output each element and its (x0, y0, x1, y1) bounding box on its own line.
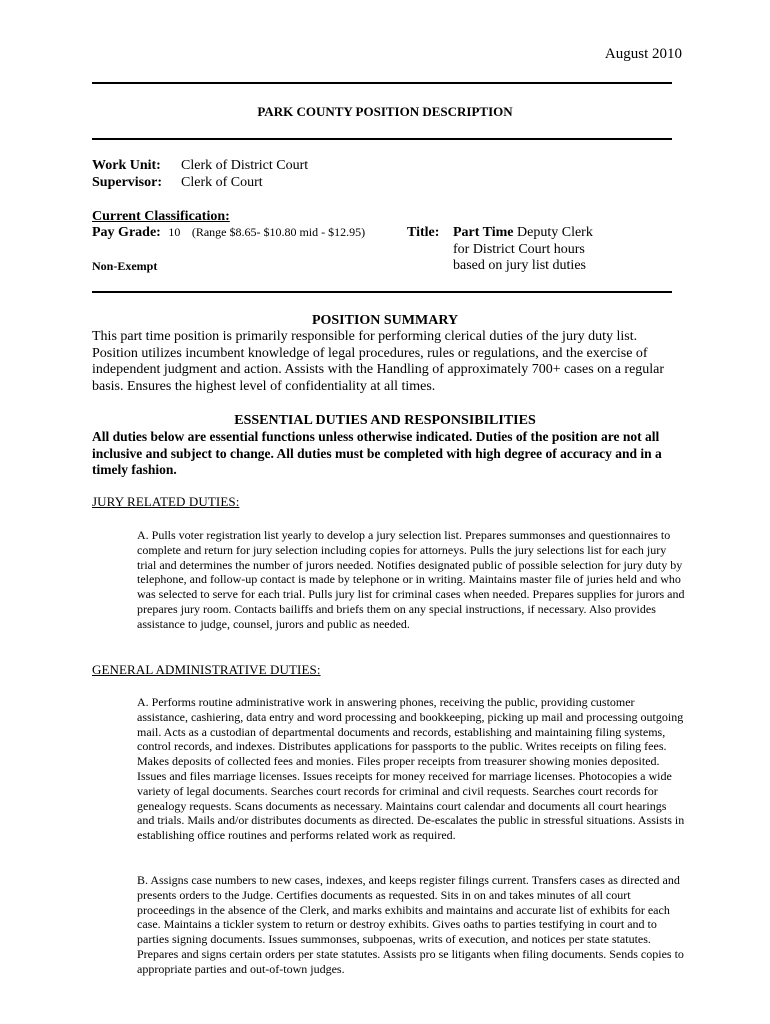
position-summary-text: This part time position is primarily responsible for performing clerical duties of the jury duty list. Position utilizes incumbent knowledge of legal procedures, rules or regulations, and the exercise of independent judgment and action. Assists with the Handling of approximately 700+ cases on a regular basis. Ensures the highest level of confidentiality at all times. (92, 329, 665, 394)
classification-divider (92, 291, 672, 293)
position-title-line1 (453, 225, 593, 241)
position-title-emphasis: Part Time (453, 225, 514, 240)
position-summary-heading: POSITION SUMMARY (311, 313, 459, 328)
essential-duties-intro: All duties below are essential functions unless otherwise indicated. Duties of the position are not all inclusive and subject to change. All duties must be completed with high degree of accuracy and in a timely fashion. (92, 429, 662, 477)
header-divider-bottom (92, 138, 672, 140)
title-label: Title: (407, 225, 440, 240)
supervisor-value: Clerk of Court (181, 175, 263, 190)
supervisor-label: Supervisor: (92, 175, 162, 190)
jury-duty-item: A. Pulls voter registration list yearly to develop a jury selection list. Prepares summonses and questionnaires to complete and return for jury selection including copies for attorneys. Pulls the jury selections list for each jury trial and determines the number of jurors needed. Notifies designated public of possible selection for jury duty by telephone, and follow-up contact is made by telephone or in writing. Maintains master file of juries held and who was selected to serve for each trial. Pulls jury list for criminal cases when needed. Prepares supplies for jurors and prepares jury room. Contacts bailiffs and briefs them on any special instructions, if necessary. Also provides assistance to judge, counsel, jurors and public as needed. (137, 528, 685, 631)
admin-duty-item-a: A. Performs routine administrative work in answering phones, receiving the public, providing customer assistance, cashiering, data entry and word processing and bookkeeping, picking up mail and processing outgoing mail. Acts as a custodian of departmental documents and records, establishing and maintaining filing systems, control records, and indexes. Distributes applications for passports to the public. Writes receipts on filing fees. Makes deposits of collected fees and monies. Files proper receipts from treasurer showing monies deposited. Issues and files marriage licenses. Issues receipts for money received for marriage licenses. Photocopies a wide variety of legal documents. Searches court records for criminal and civil requests. Searches court records for genealogy requests. Scans documents as necessary. Maintains court calendar and documents all court hearings and trials. Mails and/or distributes documents as directed. De-escalates the public in stressful situations. Assists in establishing office routines and performs related work as required. (137, 695, 685, 843)
document-title: PARK COUNTY POSITION DESCRIPTION (257, 104, 513, 119)
admin-duty-item-b: B. Assigns case numbers to new cases, indexes, and keeps register filings current. Transfers cases as directed and presents orders to the Judge. Certifies documents as requested. Sits in on and takes minutes of all court proceedings in the absence of the Clerk, and marks exhibits and maintains and accurate list of exhibits for each case. Maintains a tickler system to return or destroy exhibits. Gives oaths to parties testifying in court and to parties signing documents. Issues summonses, subpoenas, writs of execution, and notices per state statutes. Prepares and signs certain orders per state statutes. Assists pro se litigants when filing documents. Sends copies to appropriate parties and out-of-town judges. (137, 873, 684, 976)
jury-duties-heading: JURY RELATED DUTIES: (92, 494, 240, 509)
exempt-status: Non-Exempt (92, 259, 158, 273)
work-unit-value: Clerk of District Court (181, 158, 309, 173)
work-unit-label: Work Unit: (92, 158, 161, 173)
essential-duties-heading: ESSENTIAL DUTIES AND RESPONSIBILITIES (234, 413, 536, 428)
position-title-rest: Deputy Clerk (513, 225, 593, 240)
header-divider-top (92, 82, 672, 84)
pay-grade-label: Pay Grade: (92, 225, 161, 240)
pay-range: (Range $8.65- $10.80 mid - $12.95) (191, 225, 366, 239)
pay-grade-value: 10 (168, 225, 181, 239)
position-title-line2: for District Court hours (453, 242, 585, 257)
classification-heading: Current Classification: (92, 209, 230, 224)
pay-grade-row (92, 225, 365, 241)
document-date: August 2010 (604, 46, 682, 62)
position-title-line3: based on jury list duties (453, 258, 586, 273)
admin-duties-heading: GENERAL ADMINISTRATIVE DUTIES: (92, 662, 321, 677)
